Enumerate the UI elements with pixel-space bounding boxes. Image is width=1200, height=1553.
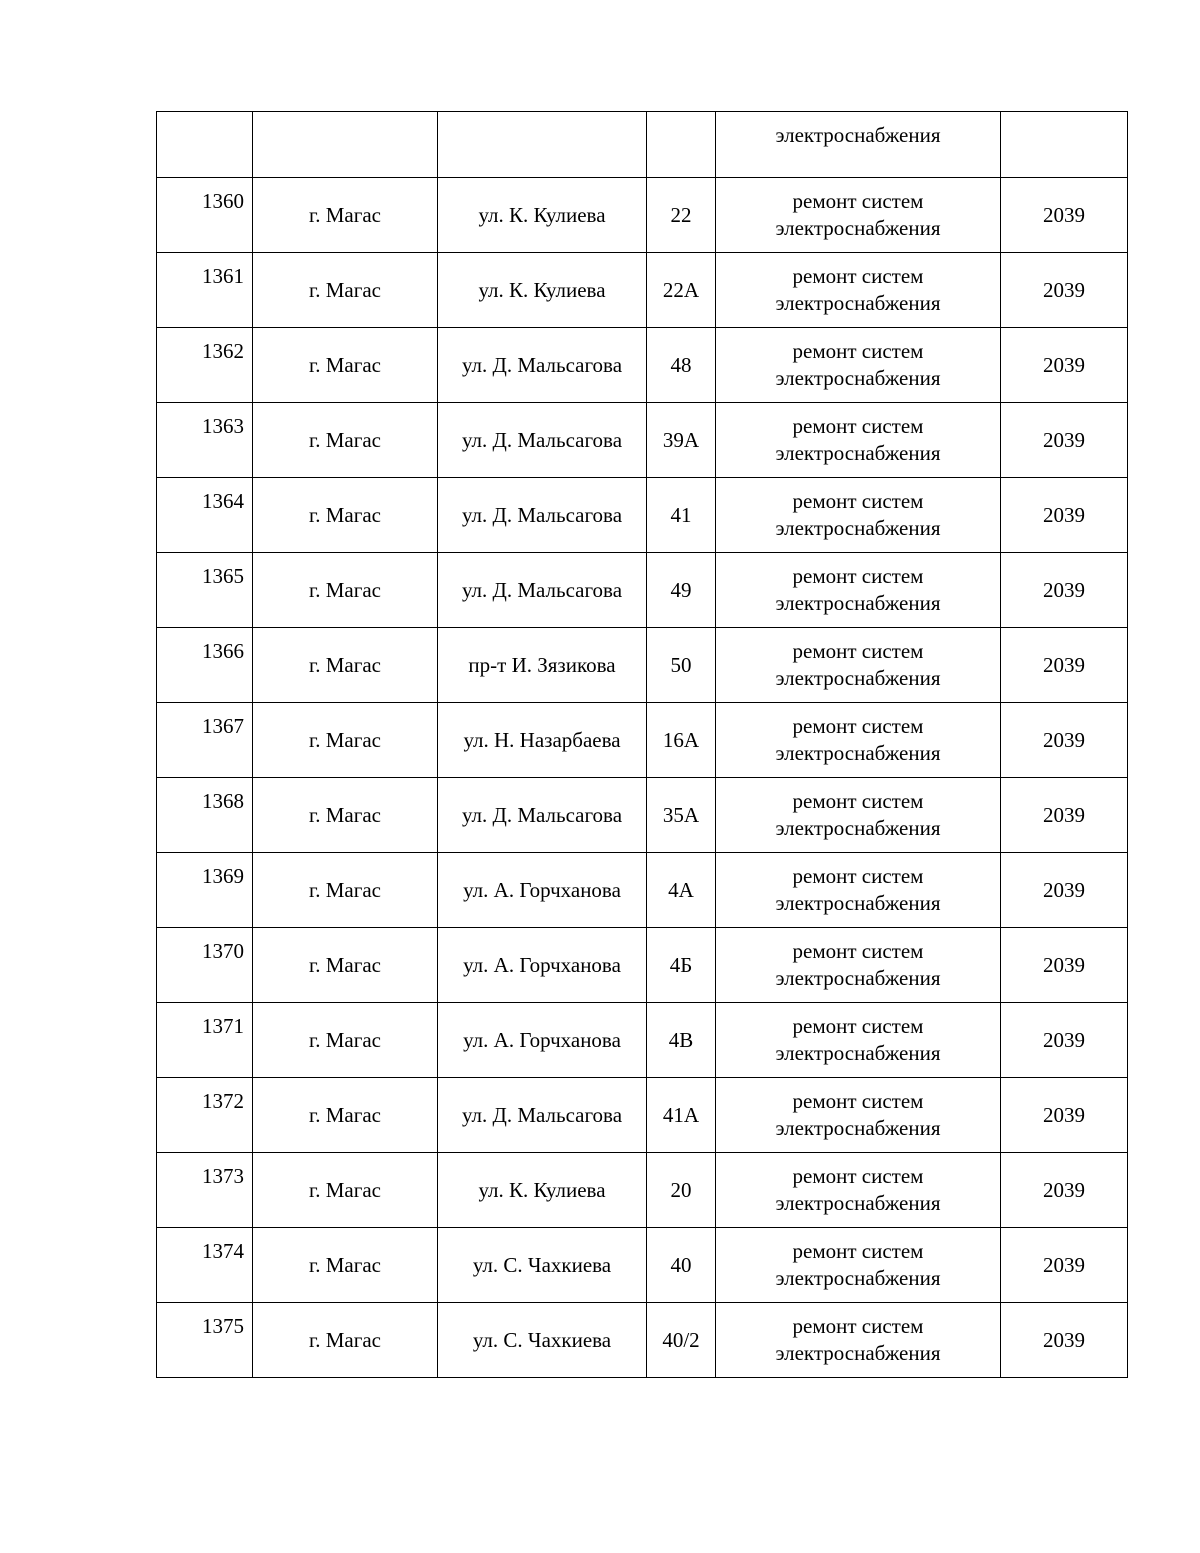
cell-city: г. Магас xyxy=(253,1003,438,1078)
cell-street: ул. Д. Мальсагова xyxy=(438,328,647,403)
cell-number: 1371 xyxy=(157,1003,253,1078)
cell-work-line: ремонт систем xyxy=(792,939,924,963)
cell-year: 2039 xyxy=(1001,928,1128,1003)
table-row xyxy=(157,178,1128,253)
table-row xyxy=(157,253,1128,328)
table-row xyxy=(157,553,1128,628)
table-row xyxy=(157,928,1128,1003)
cell-work-line: электроснабжения xyxy=(775,441,941,465)
cell-street: пр-т И. Зязикова xyxy=(438,628,647,703)
cell-house: 49 xyxy=(647,553,716,628)
cell-city: г. Магас xyxy=(253,553,438,628)
cell-year: 2039 xyxy=(1001,853,1128,928)
table-row xyxy=(157,628,1128,703)
cell-work-line: ремонт систем xyxy=(792,789,924,813)
cell-city: г. Магас xyxy=(253,1078,438,1153)
cell-house: 41 xyxy=(647,478,716,553)
cell-house: 48 xyxy=(647,328,716,403)
table-row xyxy=(157,328,1128,403)
table-row-continuation xyxy=(157,112,1128,178)
cell-number: 1362 xyxy=(157,328,253,403)
cell-work-line: электроснабжения xyxy=(775,891,941,915)
cell-year: 2039 xyxy=(1001,1303,1128,1378)
cell-work-line: ремонт систем xyxy=(792,1089,924,1113)
cell-work-line: электроснабжения xyxy=(775,1341,941,1365)
cell-work xyxy=(716,1153,1001,1228)
table-body xyxy=(157,112,1128,1378)
table-row xyxy=(157,853,1128,928)
cell-house: 40/2 xyxy=(647,1303,716,1378)
cell-street: ул. К. Кулиева xyxy=(438,178,647,253)
cell-year: 2039 xyxy=(1001,1003,1128,1078)
cell-year: 2039 xyxy=(1001,253,1128,328)
cell-work-line: электроснабжения xyxy=(775,216,941,240)
cell-year: 2039 xyxy=(1001,1153,1128,1228)
cell-house: 4А xyxy=(647,853,716,928)
cell-number: 1363 xyxy=(157,403,253,478)
cell-number: 1374 xyxy=(157,1228,253,1303)
cell-house: 4В xyxy=(647,1003,716,1078)
cell-year: 2039 xyxy=(1001,178,1128,253)
cell-number: 1370 xyxy=(157,928,253,1003)
cell-work-line: ремонт систем xyxy=(792,414,924,438)
cell-work xyxy=(716,928,1001,1003)
cell-city: г. Магас xyxy=(253,1303,438,1378)
cell-year: 2039 xyxy=(1001,553,1128,628)
table-row xyxy=(157,1303,1128,1378)
cell-work-line: ремонт систем xyxy=(792,489,924,513)
cell-work-line: электроснабжения xyxy=(775,741,941,765)
table-row xyxy=(157,703,1128,778)
cell-year: 2039 xyxy=(1001,778,1128,853)
cell-street: ул. Н. Назарбаева xyxy=(438,703,647,778)
cell-work-line: электроснабжения xyxy=(775,516,941,540)
cell-work-line: электроснабжения xyxy=(775,1266,941,1290)
cell-year: 2039 xyxy=(1001,1228,1128,1303)
cell-number xyxy=(157,112,253,178)
cell-work xyxy=(716,1303,1001,1378)
table-row xyxy=(157,1153,1128,1228)
cell-number: 1361 xyxy=(157,253,253,328)
cell-work-line: электроснабжения xyxy=(775,1191,941,1215)
cell-number: 1373 xyxy=(157,1153,253,1228)
cell-number: 1375 xyxy=(157,1303,253,1378)
cell-city: г. Магас xyxy=(253,403,438,478)
cell-city xyxy=(253,112,438,178)
cell-work-line: ремонт систем xyxy=(792,864,924,888)
cell-year: 2039 xyxy=(1001,628,1128,703)
cell-house: 22А xyxy=(647,253,716,328)
cell-street: ул. Д. Мальсагова xyxy=(438,553,647,628)
cell-number: 1369 xyxy=(157,853,253,928)
cell-house: 22 xyxy=(647,178,716,253)
cell-street: ул. С. Чахкиева xyxy=(438,1303,647,1378)
cell-house: 50 xyxy=(647,628,716,703)
cell-street: ул. А. Горчханова xyxy=(438,1003,647,1078)
cell-work-line: электроснабжения xyxy=(775,816,941,840)
cell-work xyxy=(716,703,1001,778)
cell-work-line: ремонт систем xyxy=(792,714,924,738)
cell-street: ул. Д. Мальсагова xyxy=(438,778,647,853)
cell-city: г. Магас xyxy=(253,703,438,778)
cell-work-line: электроснабжения xyxy=(775,1116,941,1140)
cell-street: ул. А. Горчханова xyxy=(438,853,647,928)
cell-house: 35А xyxy=(647,778,716,853)
table-row xyxy=(157,478,1128,553)
cell-work xyxy=(716,853,1001,928)
cell-work xyxy=(716,778,1001,853)
cell-work-line: ремонт систем xyxy=(792,189,924,213)
cell-work-line: ремонт систем xyxy=(792,564,924,588)
cell-number: 1367 xyxy=(157,703,253,778)
cell-street: ул. К. Кулиева xyxy=(438,1153,647,1228)
cell-work-line: электроснабжения xyxy=(775,1041,941,1065)
cell-number: 1364 xyxy=(157,478,253,553)
cell-house xyxy=(647,112,716,178)
cell-work-line: электроснабжения xyxy=(775,123,941,147)
cell-street: ул. С. Чахкиева xyxy=(438,1228,647,1303)
cell-year: 2039 xyxy=(1001,478,1128,553)
cell-city: г. Магас xyxy=(253,628,438,703)
cell-year: 2039 xyxy=(1001,403,1128,478)
cell-work-line: электроснабжения xyxy=(775,291,941,315)
table-row xyxy=(157,1003,1128,1078)
cell-work-line: ремонт систем xyxy=(792,1239,924,1263)
cell-city: г. Магас xyxy=(253,328,438,403)
cell-house: 16А xyxy=(647,703,716,778)
cell-year: 2039 xyxy=(1001,1078,1128,1153)
cell-number: 1365 xyxy=(157,553,253,628)
cell-year: 2039 xyxy=(1001,328,1128,403)
cell-year xyxy=(1001,112,1128,178)
cell-house: 41А xyxy=(647,1078,716,1153)
cell-work-line: электроснабжения xyxy=(775,366,941,390)
cell-street: ул. А. Горчханова xyxy=(438,928,647,1003)
table-row xyxy=(157,1078,1128,1153)
cell-work-line: электроснабжения xyxy=(775,966,941,990)
cell-city: г. Магас xyxy=(253,853,438,928)
cell-street: ул. Д. Мальсагова xyxy=(438,1078,647,1153)
cell-work xyxy=(716,178,1001,253)
cell-work-line: электроснабжения xyxy=(775,591,941,615)
cell-city: г. Магас xyxy=(253,178,438,253)
table-row xyxy=(157,778,1128,853)
table-row xyxy=(157,1228,1128,1303)
cell-work-line: ремонт систем xyxy=(792,639,924,663)
cell-number: 1372 xyxy=(157,1078,253,1153)
cell-street: ул. К. Кулиева xyxy=(438,253,647,328)
cell-street: ул. Д. Мальсагова xyxy=(438,403,647,478)
address-table xyxy=(156,111,1128,1378)
cell-work-line: ремонт систем xyxy=(792,1314,924,1338)
cell-work xyxy=(716,628,1001,703)
cell-street xyxy=(438,112,647,178)
cell-house: 39А xyxy=(647,403,716,478)
cell-house: 4Б xyxy=(647,928,716,1003)
cell-city: г. Магас xyxy=(253,1228,438,1303)
cell-work xyxy=(716,1228,1001,1303)
cell-work xyxy=(716,478,1001,553)
cell-work xyxy=(716,328,1001,403)
cell-work-line: электроснабжения xyxy=(775,666,941,690)
cell-street: ул. Д. Мальсагова xyxy=(438,478,647,553)
cell-work-line: ремонт систем xyxy=(792,1164,924,1188)
cell-number: 1366 xyxy=(157,628,253,703)
cell-house: 40 xyxy=(647,1228,716,1303)
cell-work-line: ремонт систем xyxy=(792,339,924,363)
cell-work xyxy=(716,1003,1001,1078)
cell-city: г. Магас xyxy=(253,928,438,1003)
cell-number: 1360 xyxy=(157,178,253,253)
cell-city: г. Магас xyxy=(253,253,438,328)
cell-city: г. Магас xyxy=(253,1153,438,1228)
cell-number: 1368 xyxy=(157,778,253,853)
cell-work xyxy=(716,553,1001,628)
cell-city: г. Магас xyxy=(253,478,438,553)
cell-work xyxy=(716,403,1001,478)
cell-work-line: ремонт систем xyxy=(792,264,924,288)
cell-work xyxy=(716,253,1001,328)
table-row xyxy=(157,403,1128,478)
cell-work xyxy=(716,1078,1001,1153)
cell-house: 20 xyxy=(647,1153,716,1228)
cell-year: 2039 xyxy=(1001,703,1128,778)
cell-work xyxy=(716,112,1001,178)
cell-city: г. Магас xyxy=(253,778,438,853)
cell-work-line: ремонт систем xyxy=(792,1014,924,1038)
